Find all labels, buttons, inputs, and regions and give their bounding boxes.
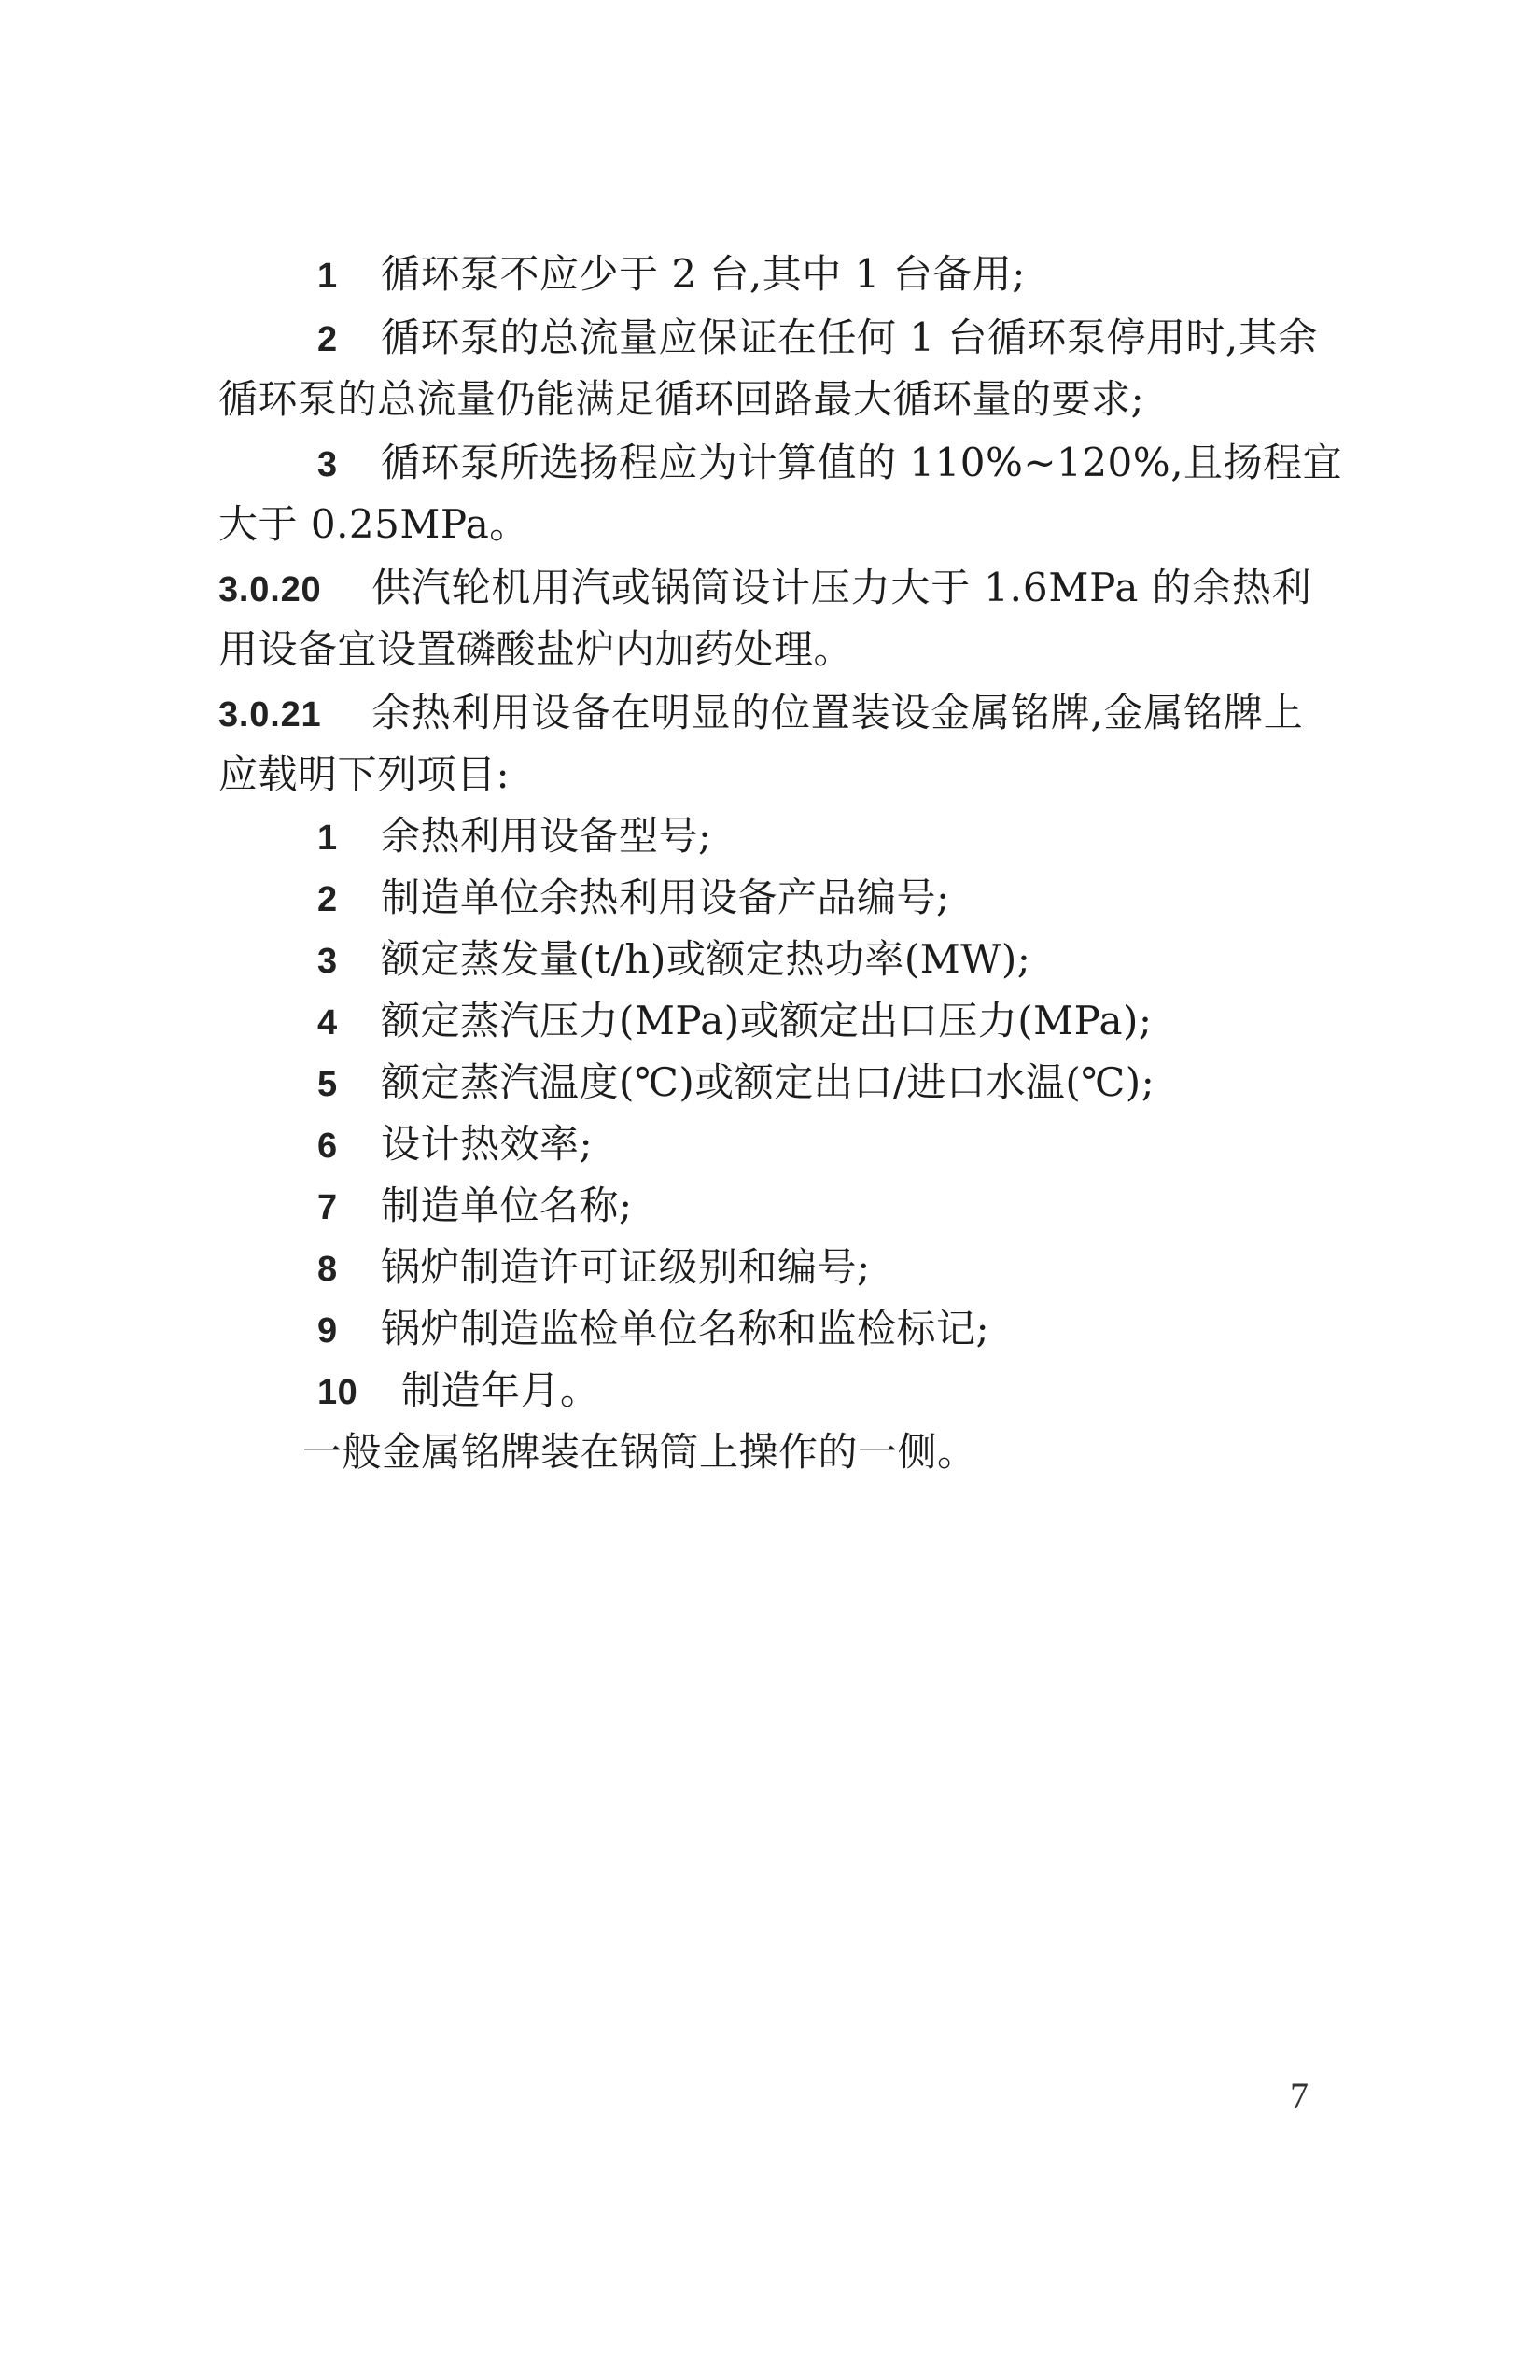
item-text: 额定蒸发量(t/h)或额定热功率(MW);	[381, 936, 1031, 982]
item-text: 余热利用设备型号;	[381, 813, 712, 859]
list-item	[317, 991, 1153, 1051]
item-number: 10	[317, 1373, 358, 1412]
list-item	[317, 245, 1026, 304]
list-item	[317, 1238, 871, 1297]
list-item	[317, 868, 950, 928]
item-number: 2	[317, 320, 338, 359]
item-text: 额定蒸汽温度(℃)或额定出口/进口水温(℃);	[381, 1059, 1155, 1105]
item-number: 9	[317, 1311, 338, 1351]
item-text: 循环泵不应少于 2 台,其中 1 台备用;	[381, 251, 1026, 297]
item-number: 3	[317, 942, 338, 981]
item-number: 2	[317, 880, 338, 919]
list-item	[317, 1299, 989, 1359]
item-number: 4	[317, 1003, 338, 1043]
list-item	[317, 1176, 633, 1236]
item-text: 循环泵所选扬程应为计算值的 110%~120%,且扬程宜	[381, 440, 1343, 485]
list-item	[317, 930, 1030, 989]
item-text: 制造单位余热利用设备产品编号;	[381, 875, 950, 920]
item-text: 额定蒸汽压力(MPa)或额定出口压力(MPa);	[381, 998, 1153, 1043]
list-item	[317, 806, 712, 866]
item-text: 制造单位名称;	[381, 1183, 633, 1228]
item-number: 7	[317, 1188, 338, 1227]
clause-number: 3.0.21	[218, 695, 322, 735]
item-text: 设计热效率;	[381, 1121, 594, 1167]
closing-note: 一般金属铭牌装在锅筒上操作的一侧。	[302, 1429, 977, 1475]
item-text: 锅炉制造监检单位名称和监检标记;	[381, 1306, 990, 1351]
clause-3-0-21	[218, 683, 1304, 743]
item-number: 1	[317, 819, 338, 858]
clause-continuation: 应载明下列项目:	[218, 751, 511, 797]
page-number: 7	[1290, 2075, 1309, 2117]
list-item	[317, 1114, 593, 1174]
list-item	[317, 1053, 1155, 1113]
list-item	[317, 308, 1318, 368]
list-item	[317, 1361, 600, 1421]
clause-text: 余热利用设备在明显的位置装设金属铭牌,金属铭牌上	[371, 690, 1304, 735]
item-text: 制造年月。	[401, 1367, 600, 1413]
item-continuation: 循环泵的总流量仍能满足循环回路最大循环量的要求;	[218, 376, 1145, 422]
clause-text: 供汽轮机用汽或锅筒设计压力大于 1.6MPa 的余热利	[371, 565, 1312, 610]
item-number: 1	[317, 257, 338, 296]
item-number: 6	[317, 1127, 338, 1166]
clause-3-0-20	[218, 558, 1312, 618]
item-number: 8	[317, 1250, 338, 1289]
clause-number: 3.0.20	[218, 570, 322, 609]
item-continuation: 大于 0.25MPa。	[218, 501, 529, 547]
list-item	[317, 433, 1342, 493]
clause-continuation: 用设备宜设置磷酸盐炉内加药处理。	[218, 626, 854, 672]
item-text: 锅炉制造许可证级别和编号;	[381, 1244, 871, 1290]
item-text: 循环泵的总流量应保证在任何 1 台循环泵停用时,其余	[381, 315, 1318, 360]
item-number: 5	[317, 1065, 338, 1104]
item-number: 3	[317, 445, 338, 484]
